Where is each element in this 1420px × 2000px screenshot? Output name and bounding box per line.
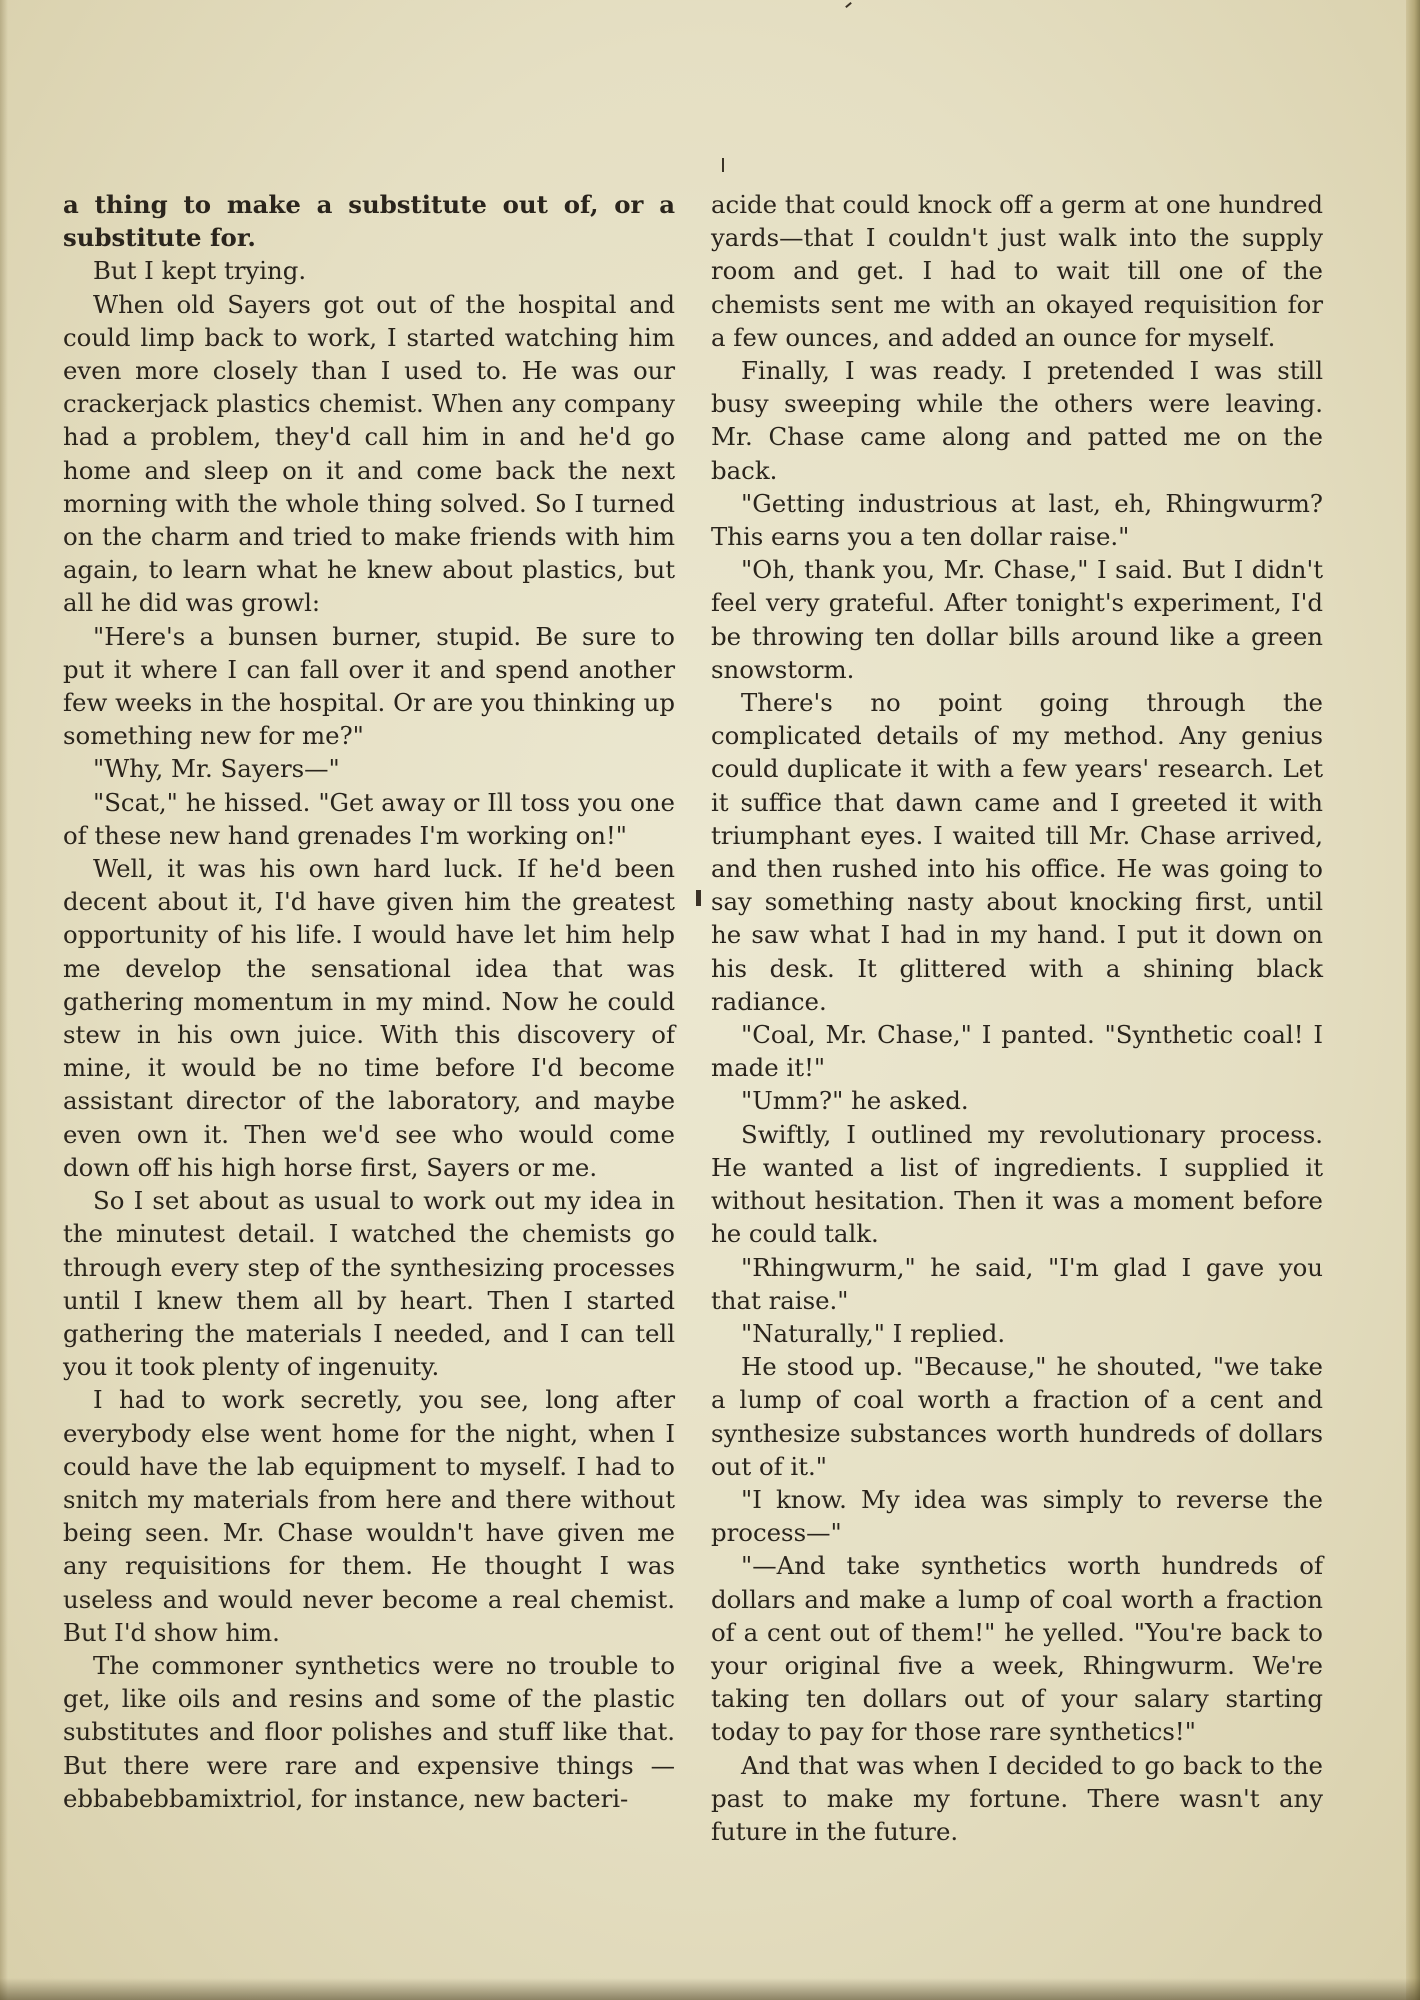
paragraph: There's no point going through the complicated details of my method. Any genius could duplicate it with a few years' research. Let it suffice that dawn came and I greeted it with triumphant eyes. I waited till Mr. Chase arrived, and then rushed into his office. He was going to say something nasty about knocking first, until he saw what I had in my hand. I put it down on his desk. It glittered with a shining black radiance.	[711, 688, 1323, 1016]
page-bottom-edge	[0, 1978, 1420, 2000]
paragraph: "Coal, Mr. Chase," I panted. "Synthetic coal! I made it!"	[711, 1020, 1323, 1083]
paragraph: a thing to make a substitute out of, or a substitute for.	[63, 190, 675, 253]
paragraph: And that was when I decided to go back to the past to make my fortune. There wasn't any future in the future.	[711, 1750, 1323, 1846]
paragraph: "—And take synthetics worth hundreds of dollars and make a lump of coal worth a fraction of a cent out of them!" he yelled. "You're back to your original five a week, Rhingwurm. We're taking ten dollars out of your salary starting today to pay for those rare synthetics!"	[711, 1551, 1323, 1747]
paragraph: I had to work secretly, you see, long after everybody else went home for the night, when I could have the lab equipment to myself. I had to snitch my materials from here and there without being seen. Mr. Chase wouldn't have given me any requisitions for them. He thought I was useless and would never become a real chemist. But I'd show him.	[63, 1385, 675, 1647]
paragraph: "Naturally," I replied.	[741, 1318, 1006, 1348]
print-speck	[722, 158, 724, 172]
paragraph: So I set about as usual to work out my idea in the minutest detail. I watched the chemists go through every step of the synthesizing processes until I knew them all by heart. Then I started gathering the materials I needed, and I can tell you it took plenty of ingenuity.	[63, 1186, 675, 1382]
paragraph: "I know. My idea was simply to reverse the process—"	[711, 1484, 1323, 1548]
paragraph: He stood up. "Because," he shouted, "we take a lump of coal worth a fraction of a cent and synthesize substances worth hundreds of dollars out of it."	[711, 1352, 1323, 1481]
paragraph: "Oh, thank you, Mr. Chase," I said. But I didn't feel very grateful. After tonight's experiment, I'd be throwing ten dollar bills around like a green snowstorm.	[711, 555, 1323, 684]
print-speck	[845, 2, 852, 8]
paragraph: "Getting industrious at last, eh, Rhingwurm? This earns you a ten dollar raise."	[711, 488, 1323, 552]
paragraph: "Scat," he hissed. "Get away or Ill toss you one of these new hand grenades I'm working on!"	[63, 787, 675, 850]
paragraph: The commoner synthetics were no trouble to get, like oils and resins and some of the plastic substitutes and floor polishes and stuff like that. But there were rare and expensive things —ebbabebbamixtriol, for instance, new bacteri-	[63, 1650, 675, 1813]
left-text-column	[63, 188, 675, 1815]
paragraph: When old Sayers got out of the hospital and could limp back to work, I started watching him even more closely than I used to. He was our crackerjack plastics chemist. When any company had a problem, they'd call him in and he'd go home and sleep on it and come back the next morning with the whole thing solved. So I turned on the charm and tried to make friends with him again, to learn what he knew about plastics, but all he did was growl:	[63, 289, 675, 618]
paragraph: "Rhingwurm," he said, "I'm glad I gave you that raise."	[711, 1252, 1323, 1315]
paragraph: Well, it was his own hard luck. If he'd been decent about it, I'd have given him the greatest opportunity of his life. I would have let him help me develop the sensational idea that was gathering momentum in my mind. Now he could stew in his own juice. With this discovery of mine, it would be no time before I'd become assistant director of the laboratory, and maybe even own it. Then we'd see who would come down off his high horse first, Sayers or me.	[63, 854, 675, 1182]
page-right-edge	[1406, 0, 1420, 2000]
paragraph: Swiftly, I outlined my revolutionary process. He wanted a list of ingredients. I supplied it without hesitation. Then it was a moment before he could talk.	[711, 1119, 1323, 1249]
paragraph: acide that could knock off a germ at one hundred yards—that I couldn't just walk into the supply room and get. I had to wait till one of the chemists sent me with an okayed requisition for a few ounces, and added an ounce for myself.	[711, 190, 1323, 352]
print-speck	[696, 890, 701, 906]
paragraph: "Here's a bunsen burner, stupid. Be sure to put it where I can fall over it and spend another few weeks in the hospital. Or are you thinking up something new for me?"	[63, 621, 675, 751]
paragraph: "Umm?" he asked.	[741, 1086, 969, 1116]
paragraph: But I kept trying.	[93, 256, 307, 286]
page-left-shadow	[0, 0, 8, 2000]
right-text-column	[711, 188, 1323, 1848]
paragraph: Finally, I was ready. I pretended I was still busy sweeping while the others were leaving. Mr. Chase came along and patted me on the back.	[711, 356, 1323, 485]
paragraph: "Why, Mr. Sayers—"	[93, 754, 340, 784]
